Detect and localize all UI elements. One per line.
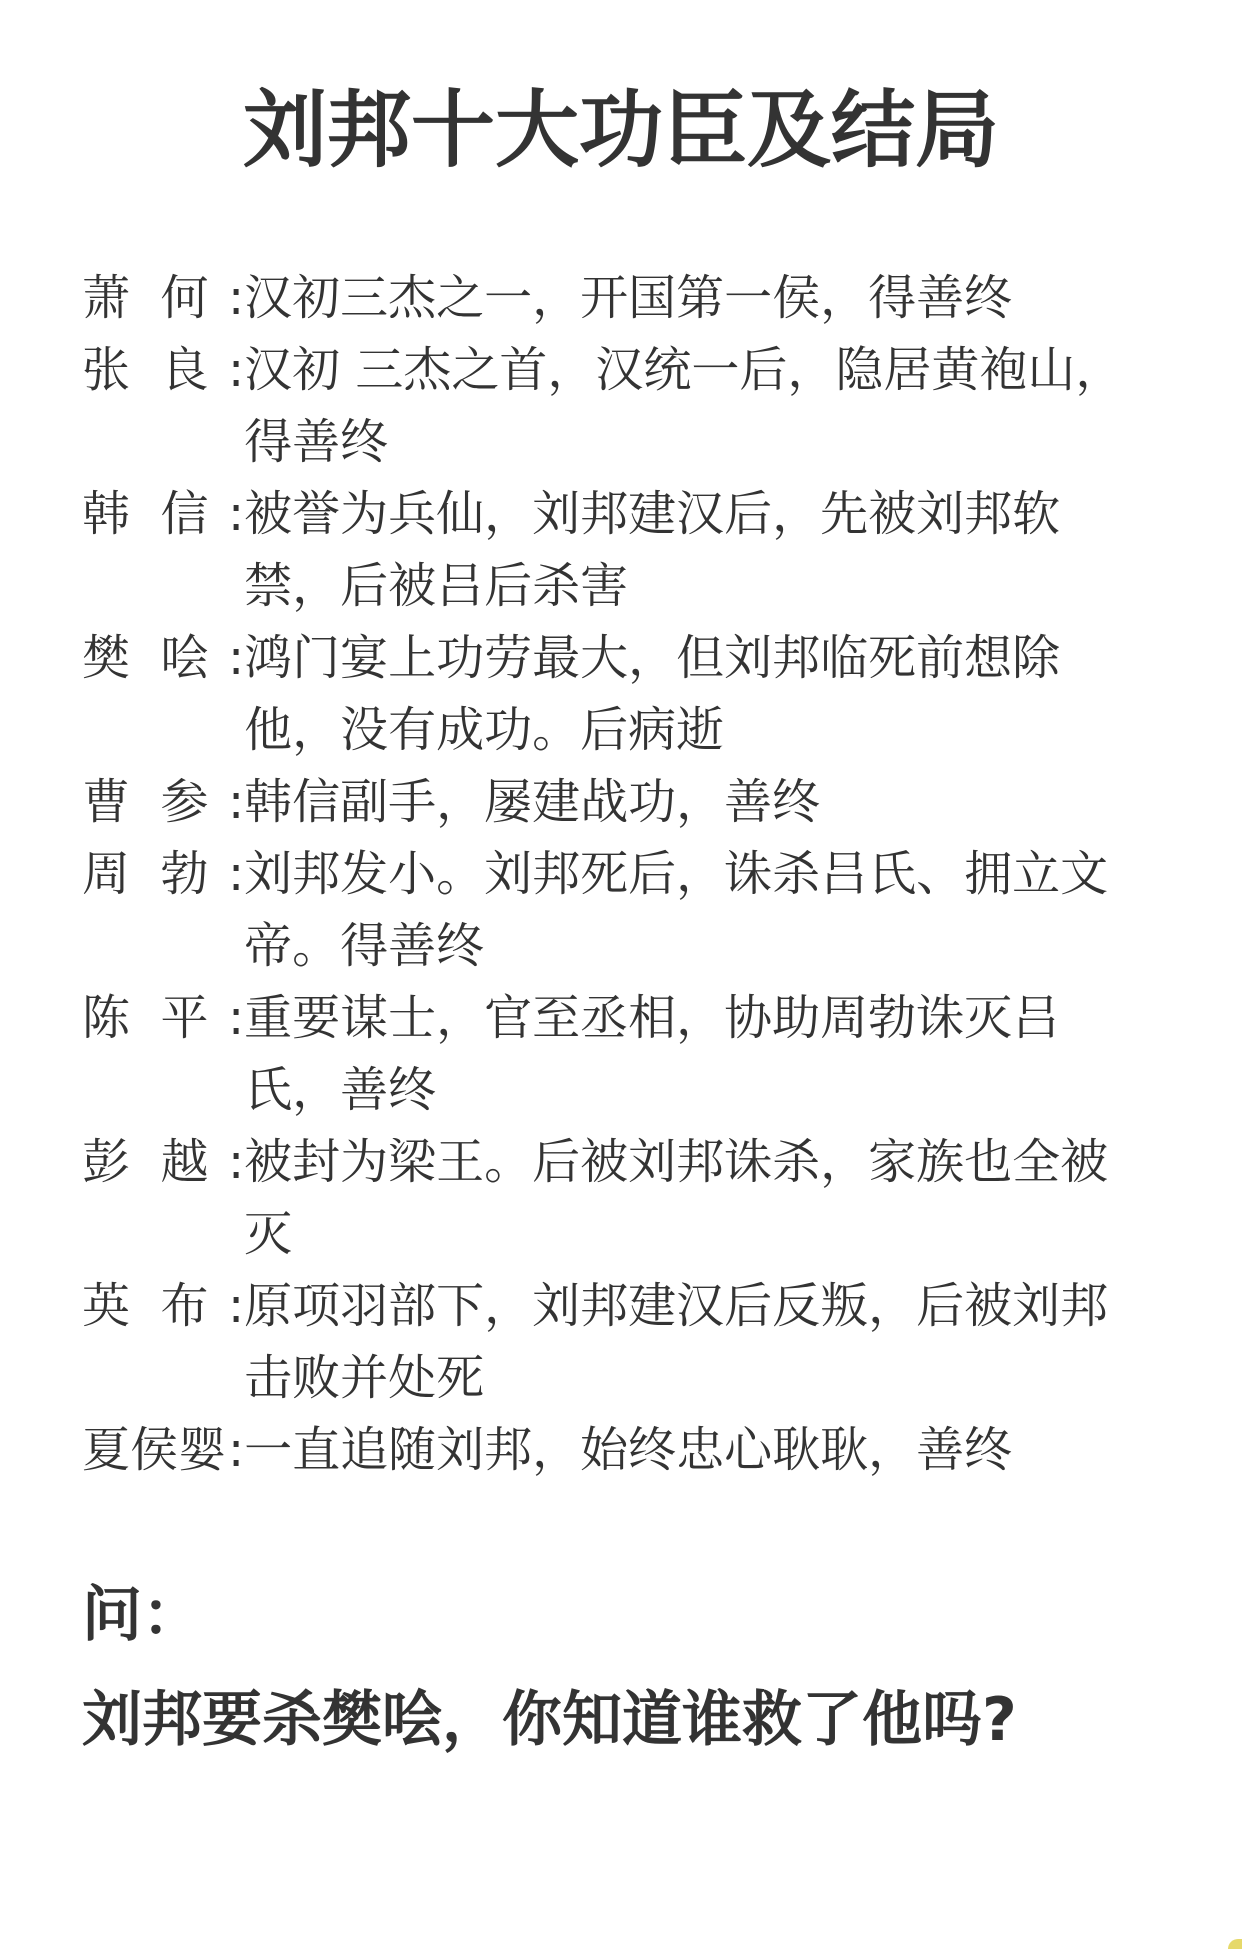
minister-outcome: 重要谋士，官至丞相，协助周勃诛灭吕氏，善终 [244, 990, 1061, 1118]
minister-name: 夏侯婴 [82, 1422, 227, 1478]
question-text: 刘邦要杀樊哙，你知道谁救了他吗? [82, 1685, 1017, 1755]
list-item [82, 838, 1182, 982]
separator-colon: : [228, 486, 245, 542]
minister-outcome: 被封为梁王。后被刘邦诛杀，家族也全被灭 [244, 1134, 1109, 1262]
minister-outcome: 鸿门宴上功劳最大，但刘邦临死前想除他，没有成功。后病逝 [244, 630, 1061, 758]
minister-name: 周 勃 [82, 846, 209, 902]
minister-outcome: 刘邦发小。刘邦死后，诛杀吕氏、拥立文帝。得善终 [244, 846, 1109, 974]
list-item [82, 1270, 1182, 1414]
separator-colon: : [228, 1278, 245, 1334]
minister-name: 樊 哙 [82, 630, 209, 686]
separator-colon: : [228, 342, 245, 398]
minister-outcome: 一直追随刘邦，始终忠心耿耿，善终 [244, 1422, 1013, 1478]
list-item [82, 766, 1182, 838]
separator-colon: : [228, 846, 245, 902]
separator-colon: : [228, 1134, 245, 1190]
minister-outcome: 汉初 三杰之首，汉统一后，隐居黄袍山，得善终 [244, 342, 1124, 470]
separator-colon: : [228, 270, 245, 326]
minister-outcome: 韩信副手，屡建战功，善终 [244, 774, 821, 830]
minister-name: 曹 参 [82, 774, 209, 830]
page-title: 刘邦十大功臣及结局 [242, 81, 999, 179]
separator-colon: : [228, 774, 245, 830]
separator-colon: : [228, 1422, 245, 1478]
minister-outcome: 被誉为兵仙，刘邦建汉后，先被刘邦软禁，后被吕后杀害 [244, 486, 1061, 614]
separator-colon: : [228, 630, 245, 686]
list-item [82, 1414, 1182, 1486]
list-item [82, 262, 1182, 334]
minister-name: 彭 越 [82, 1134, 209, 1190]
list-item [82, 1126, 1182, 1270]
minister-list [82, 262, 1182, 1486]
minister-outcome: 原项羽部下，刘邦建汉后反叛，后被刘邦击败并处死 [244, 1278, 1109, 1406]
question-label: 问： [82, 1580, 202, 1650]
minister-name: 张 良 [82, 342, 209, 398]
minister-outcome: 汉初三杰之一，开国第一侯，得善终 [244, 270, 1013, 326]
list-item [82, 622, 1182, 766]
list-item [82, 334, 1182, 478]
separator-colon: : [228, 990, 245, 1046]
minister-name: 陈 平 [82, 990, 209, 1046]
list-item [82, 982, 1182, 1126]
minister-name: 萧 何 [82, 270, 209, 326]
corner-decoration [1228, 1939, 1242, 1949]
minister-name: 韩 信 [82, 486, 209, 542]
list-item [82, 478, 1182, 622]
minister-name: 英 布 [82, 1278, 209, 1334]
